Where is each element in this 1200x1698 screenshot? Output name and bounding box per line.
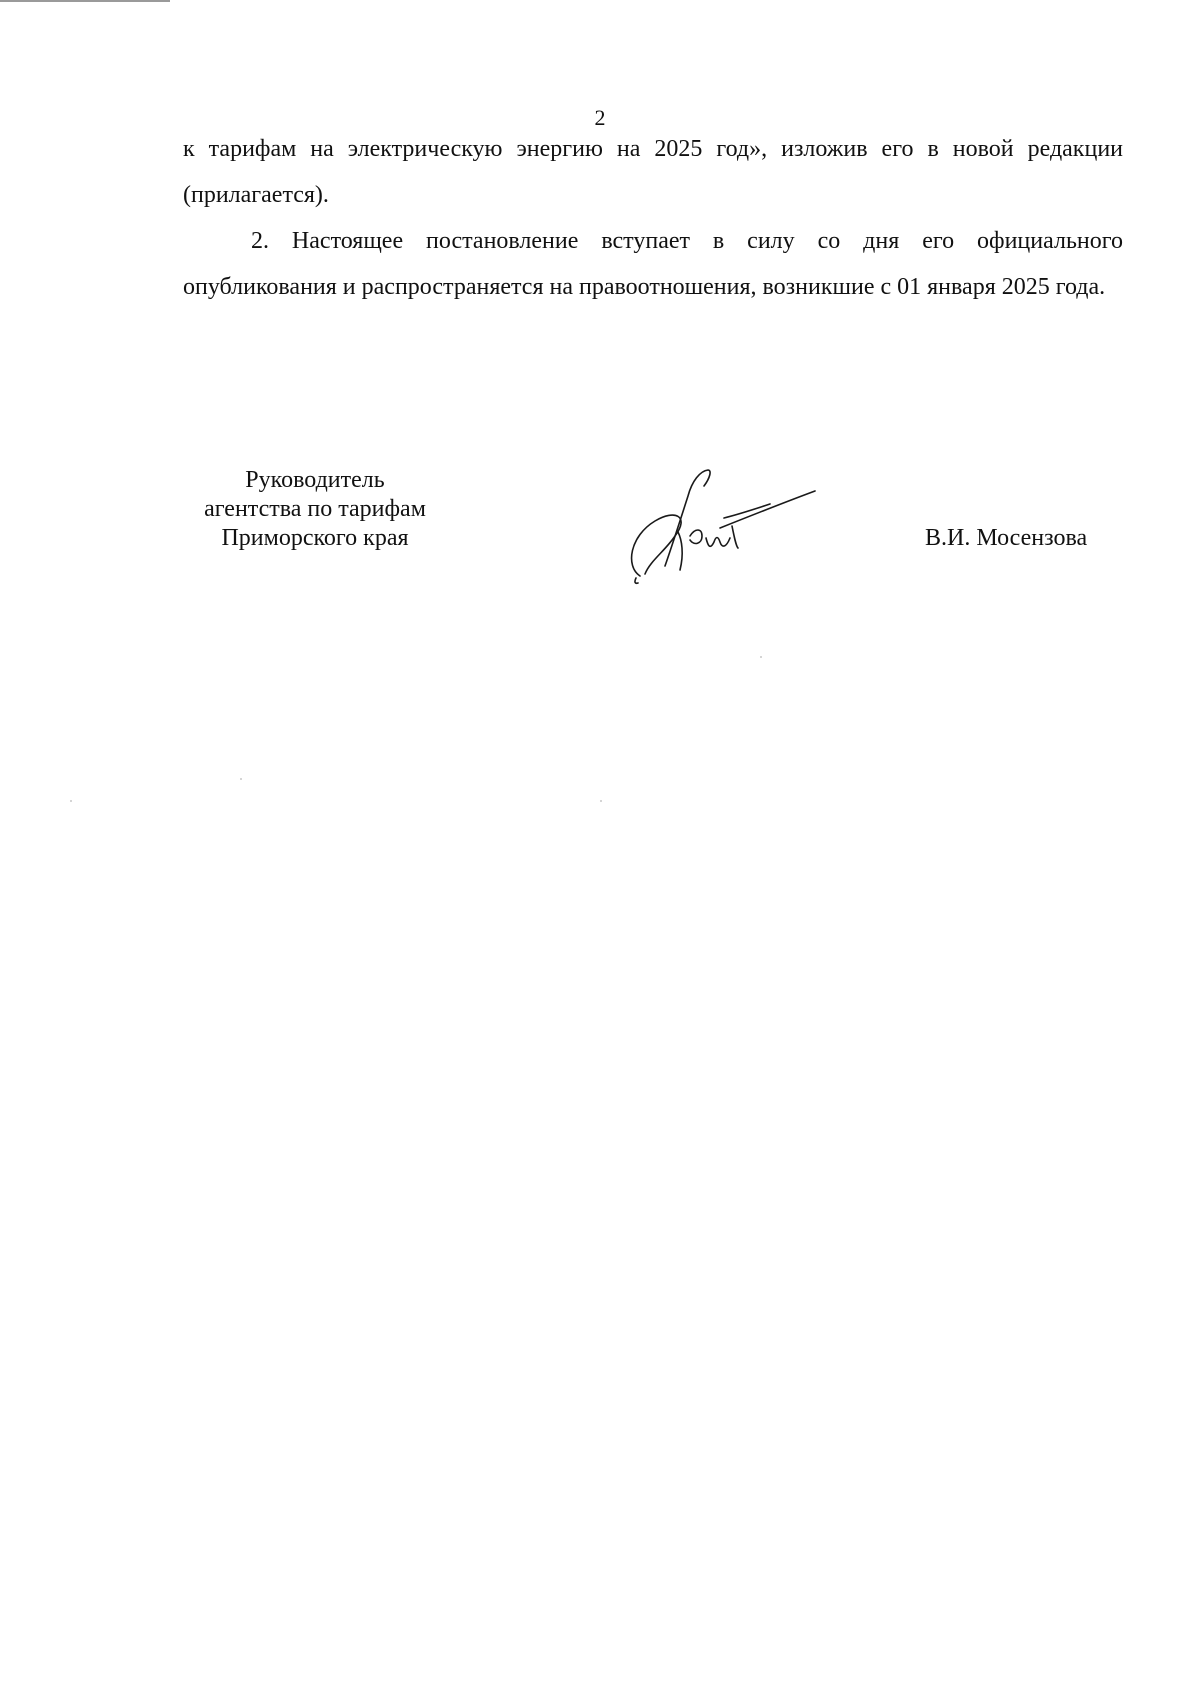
paragraph-effective-date: 2. Настоящее постановление вступает в силу со дня его официального опубликования и распространяется на правоотношения, возникшие с 01 января 2025 года. (183, 228, 1123, 300)
scan-speck (600, 800, 602, 802)
scan-edge-mark (0, 0, 170, 2)
position-line: Руководитель (245, 467, 385, 493)
signatory-position (180, 466, 450, 553)
signer-name: В.И. Мосензова (925, 525, 1088, 551)
handwritten-signature-icon (620, 466, 820, 586)
paragraph-continuation: к тарифам на электрическую энергию на 2025 год», изложив его в новой редакции (прилагается). (183, 136, 1123, 208)
scan-speck (760, 656, 762, 658)
position-line: агентства по тарифам (204, 496, 426, 522)
scan-speck (70, 800, 72, 802)
page-number: 2 (594, 105, 606, 130)
scan-speck (240, 778, 242, 780)
position-line: Приморского края (221, 525, 409, 551)
document-body (183, 126, 1123, 310)
